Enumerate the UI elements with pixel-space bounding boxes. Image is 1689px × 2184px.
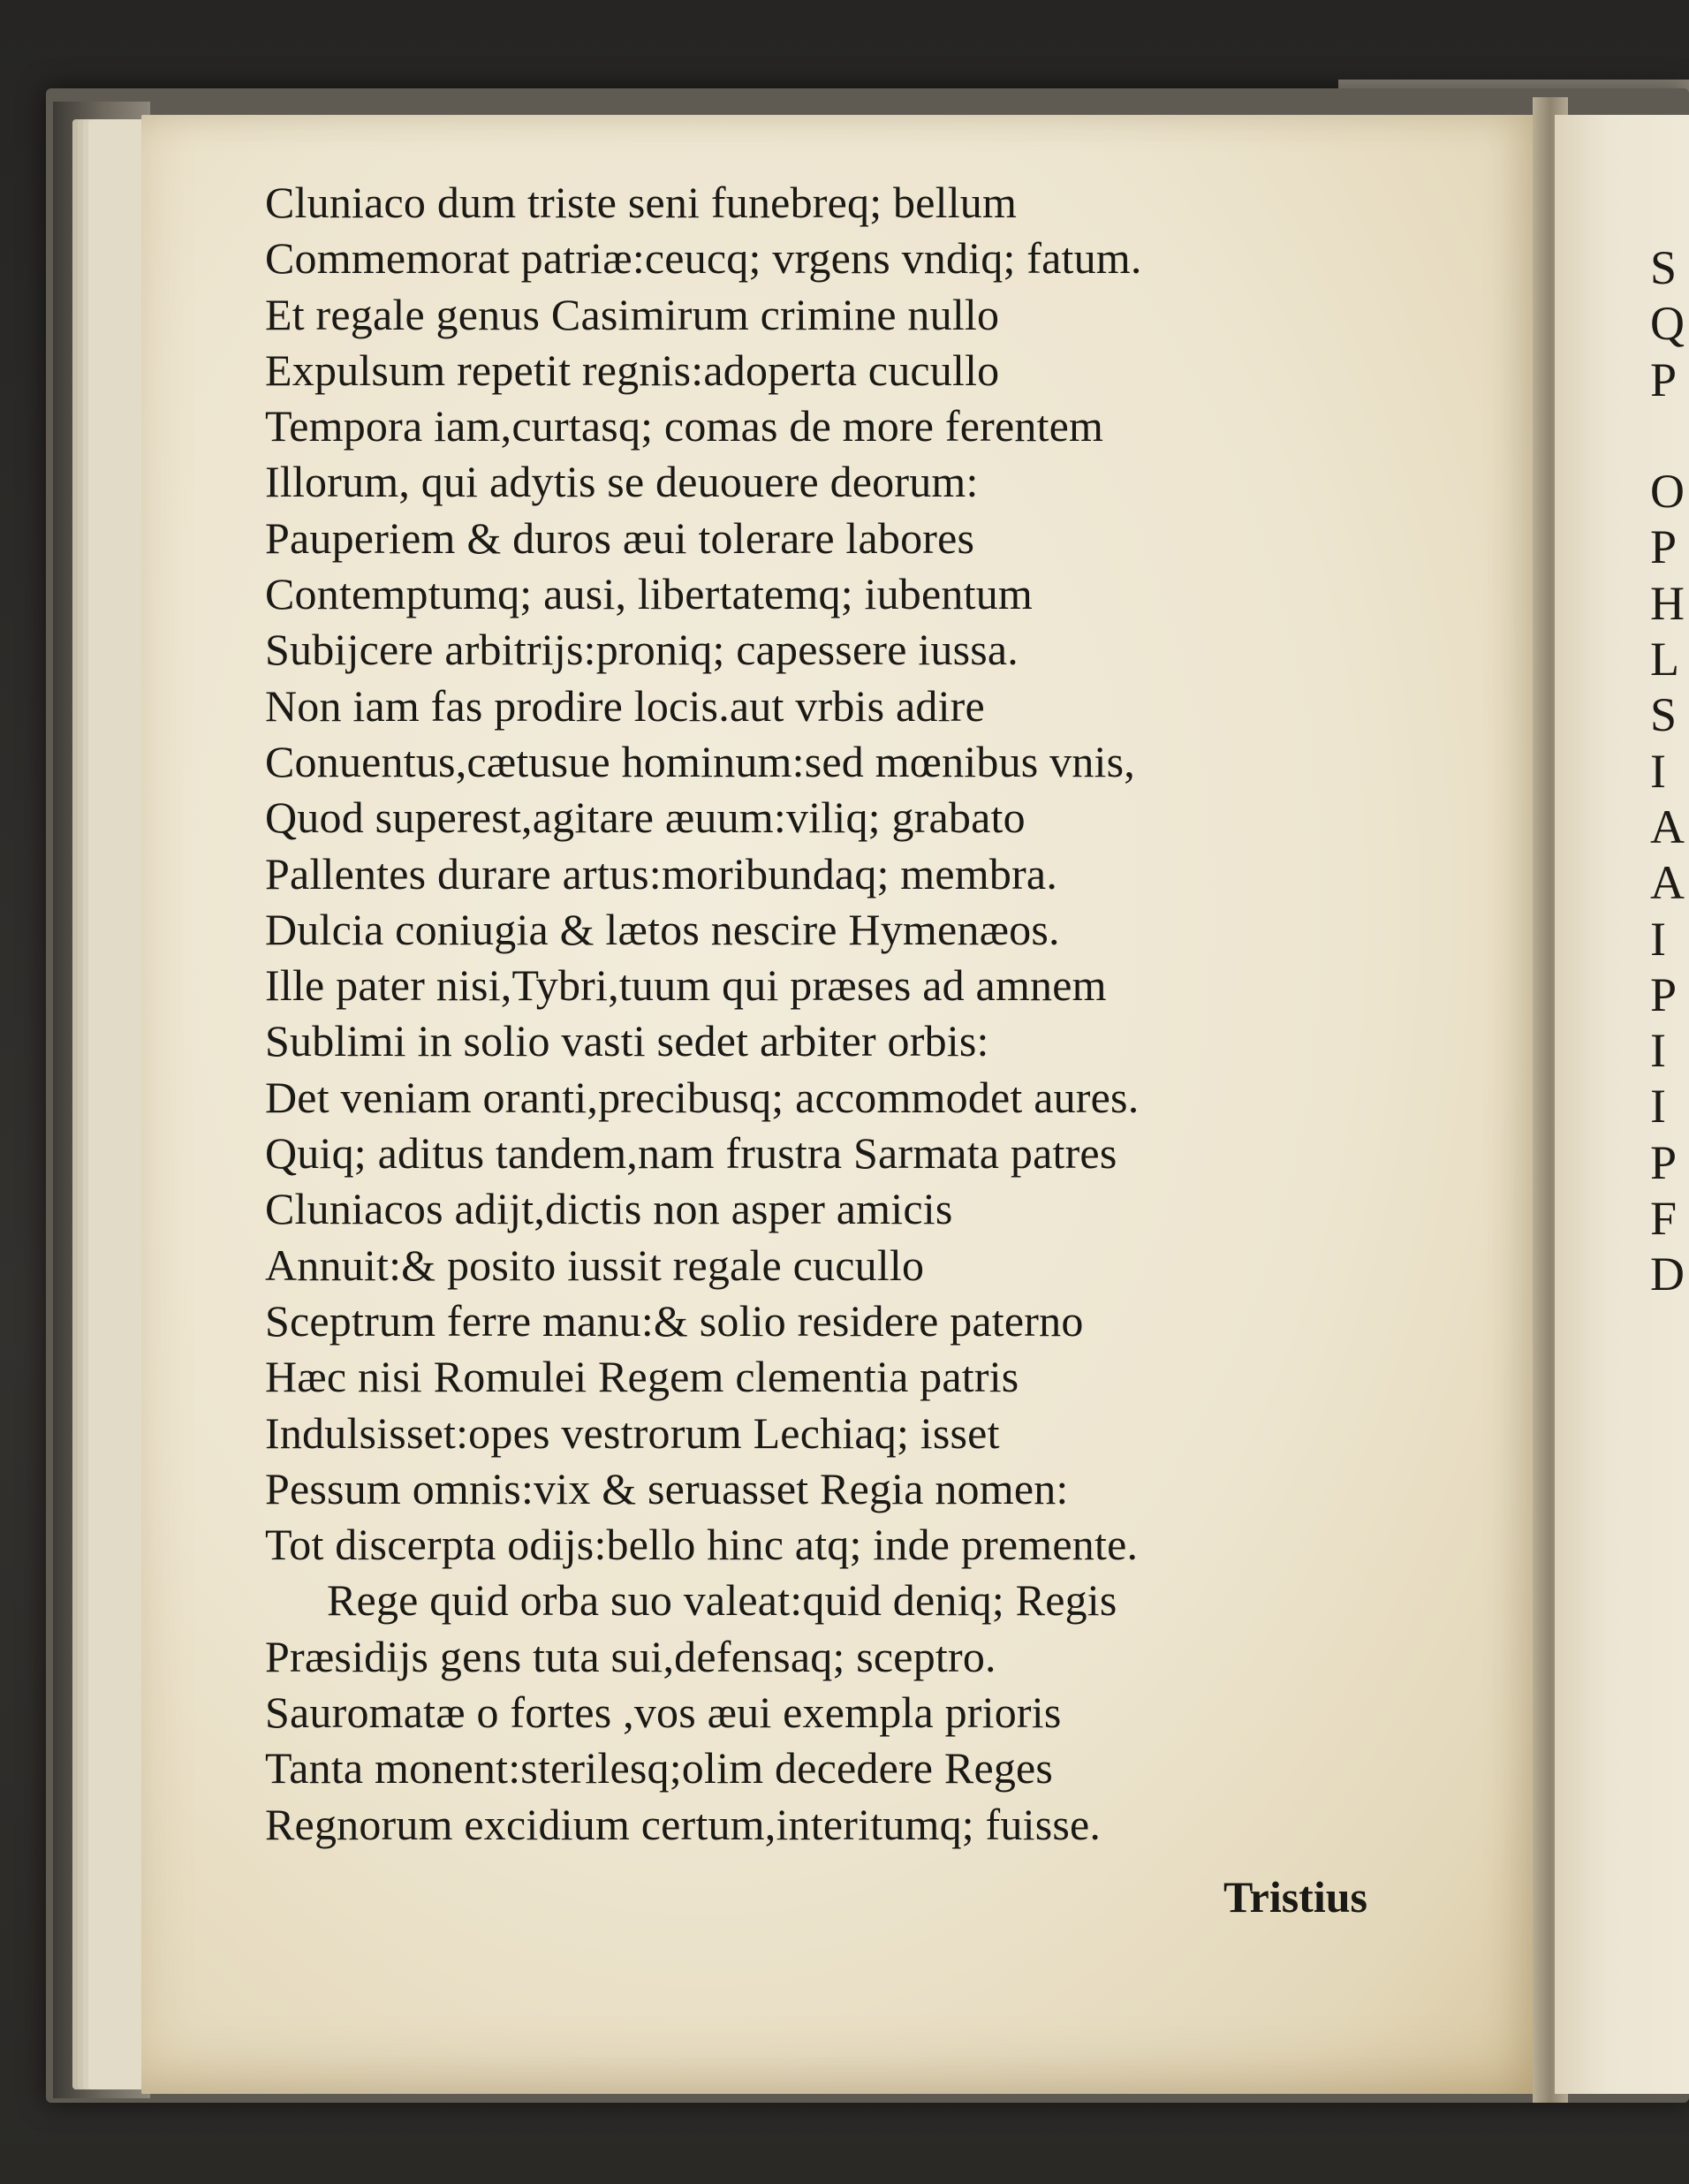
verse-line: Dulcia coniugia & lætos nescire Hymenæos. [265,904,1060,954]
verse-line: Indulsisset:opes vestrorum Lechiaq; isset [265,1407,1000,1458]
facing-line: P [1650,353,1678,406]
facing-line: P [1650,967,1678,1021]
verse-line: Sublimi in solio vasti sedet arbiter orbis: [265,1016,989,1066]
verse-line: Illorum, qui adytis se deuouere deorum: [265,457,979,507]
verse-line: Regnorum excidium certum,interitumq; fuisse. [265,1799,1102,1849]
verse-line: Tot discerpta odijs:bello hinc atq; inde premente. [265,1520,1139,1570]
verse-line: Annuit:& posito iussit regale cucullo [265,1240,925,1290]
facing-line: S [1650,241,1678,294]
facing-line: I [1650,912,1666,966]
facing-line-gap [1650,408,1689,464]
verse-line: Pallentes durare artus:moribundaq; membra. [265,848,1058,899]
facing-line: P [1650,1135,1678,1189]
verse-line: Rege quid orba suo valeat:quid deniq; Regis [327,1575,1117,1626]
facing-line: I [1650,744,1666,798]
verse-line: Sauromatæ o fortes ,vos æui exempla prioris [265,1687,1062,1738]
verse-line: Cluniacos adijt,dictis non asper amicis [265,1184,953,1234]
verse-line: Contemptumq; ausi, libertatemq; iubentum [265,569,1033,619]
verse-line: Sceptrum ferre manu:& solio residere paterno [265,1295,1084,1346]
facing-line: H [1650,576,1685,630]
verse-line: Ille pater nisi,Tybri,tuum qui præses ad amnem [265,960,1107,1011]
verse-line: Non iam fas prodire locis.aut vrbis adire [265,680,985,731]
verse-line: Pessum omnis:vix & seruasset Regia nomen: [265,1463,1069,1513]
facing-line: P [1650,520,1678,574]
verse-line: Conuentus,cætusue hominum:sed mœnibus vnis, [265,736,1135,786]
verse-line: Tanta monent:sterilesq;olim decedere Reges [265,1743,1054,1793]
facing-line: S [1650,688,1678,742]
facing-line: A [1650,800,1685,853]
verse-line: Præsidijs gens tuta sui,defensaq; sceptro. [265,1631,996,1681]
facing-line: L [1650,633,1679,686]
facing-line: A [1650,856,1685,910]
facing-line: O [1650,465,1685,519]
facing-line: I [1650,1080,1666,1134]
facing-line: Q [1650,297,1685,351]
verse-text [265,175,1413,1853]
facing-line: I [1650,1024,1666,1078]
catchword: Tristius [1223,1872,1367,1922]
verse-line: Subijcere arbitrijs:proniq; capessere iussa. [265,625,1019,675]
verse-line: Quod superest,agitare æuum:viliq; grabato [265,792,1026,843]
facing-page-text [1650,240,1689,1303]
facing-line: D [1650,1247,1685,1301]
facing-line: F [1650,1192,1678,1246]
verse-line: Tempora iam,curtasq; comas de more ferentem [265,401,1104,451]
verse-line: Hæc nisi Romulei Regem clementia patris [265,1352,1019,1402]
verse-line: Commemorat patriæ:ceucq; vrgens vndiq; fatum. [265,233,1142,284]
verse-line: Expulsum repetit regnis:adoperta cucullo [265,345,1000,395]
verse-line: Det veniam oranti,precibusq; accommodet aures. [265,1072,1140,1122]
verse-line: Quiq; aditus tandem,nam frustra Sarmata patres [265,1128,1117,1179]
verse-line: Pauperiem & duros æui tolerare labores [265,512,975,563]
verse-line: Et regale genus Casimirum crimine nullo [265,289,1000,339]
verse-line: Cluniaco dum triste seni funebreq; bellum [265,178,1018,227]
